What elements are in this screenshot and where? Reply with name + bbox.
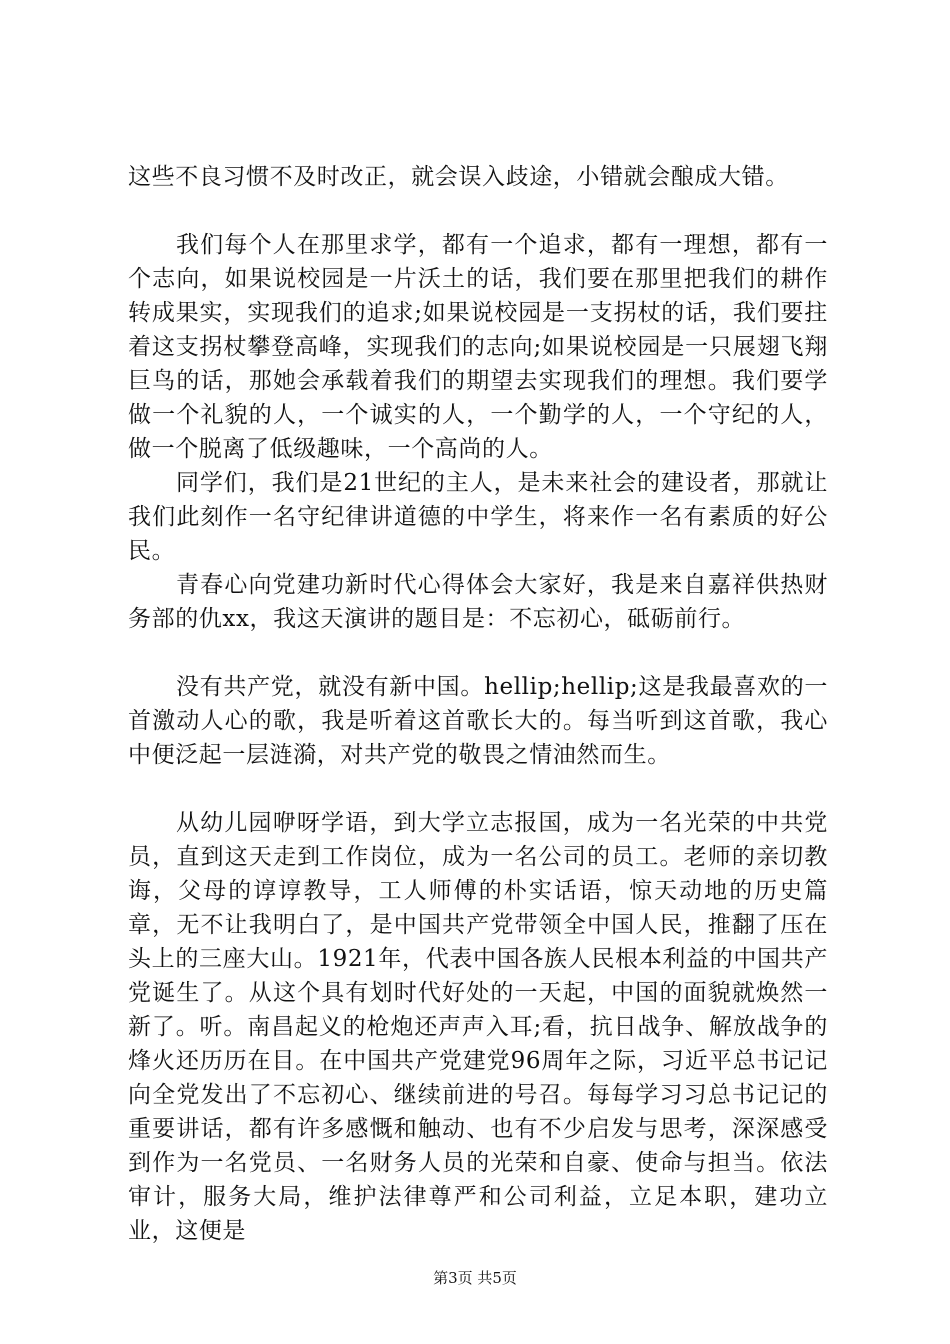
paragraph-2: 我们每个人在那里求学，都有一个追求，都有一理想，都有一个志向，如果说校园是一片沃土的话，我们要在那里把我们的耕作转成果实，实现我们的追求;如果说校园是一支拐杖的话，我们要拄着这支拐杖攀登高峰，实现我们的志向;如果说校园是一只展翅飞翔巨鸟的话，那她会承载着我们的期望去实现我们的理想。我们要学做一个礼貌的人，一个诚实的人，一个勤学的人，一个守纪的人，做一个脱离了低级趣味，一个高尚的人。 xyxy=(128,232,828,462)
page-number-label: 第3页 共5页 xyxy=(433,1269,517,1287)
paragraph-gap xyxy=(128,194,828,228)
paragraph-4: 青春心向党建功新时代心得体会大家好，我是来自嘉祥供热财务部的仇xx，我这天演讲的题目是：不忘初心，砥砺前行。 xyxy=(128,572,828,632)
paragraph-3: 同学们，我们是21世纪的主人，是未来社会的建设者，那就让我们此刻作一名守纪律讲道德的中学生，将来作一名有素质的好公民。 xyxy=(128,470,828,564)
document-body xyxy=(128,160,828,1248)
paragraph-1: 这些不良习惯不及时改正，就会误入歧途，小错就会酿成大错。 xyxy=(128,164,789,190)
paragraph-6: 从幼儿园咿呀学语，到大学立志报国，成为一名光荣的中共党员，直到这天走到工作岗位，成为一名公司的员工。老师的亲切教诲，父母的谆谆教导，工人师傅的朴实话语，惊天动地的历史篇章，无不让我明白了，是中国共产党带领全中国人民，推翻了压在头上的三座大山。1921年，代表中国各族人民根本利益的中国共产党诞生了。从这个具有划时代好处的一天起，中国的面貌就焕然一新了。听。南昌起义的枪炮还声声入耳;看，抗日战争、解放战争的烽火还历历在目。在中国共产党建党96周年之际，习近平总书记记向全党发出了不忘初心、继续前进的号召。每每学习习总书记记的重要讲话，都有许多感慨和触动、也有不少启发与思考，深深感受到作为一名党员、一名财务人员的光荣和自豪、使命与担当。依法审计，服务大局，维护法律尊严和公司利益，立足本职，建功立业，这便是 xyxy=(128,810,828,1244)
paragraph-gap xyxy=(128,772,828,806)
paragraph-gap xyxy=(128,636,828,670)
page-footer xyxy=(0,1268,950,1288)
paragraph-5: 没有共产党，就没有新中国。hellip;hellip;这是我最喜欢的一首激动人心的歌，我是听着这首歌长大的。每当听到这首歌，我心中便泛起一层涟漪，对共产党的敬畏之情油然而生。 xyxy=(128,674,828,768)
